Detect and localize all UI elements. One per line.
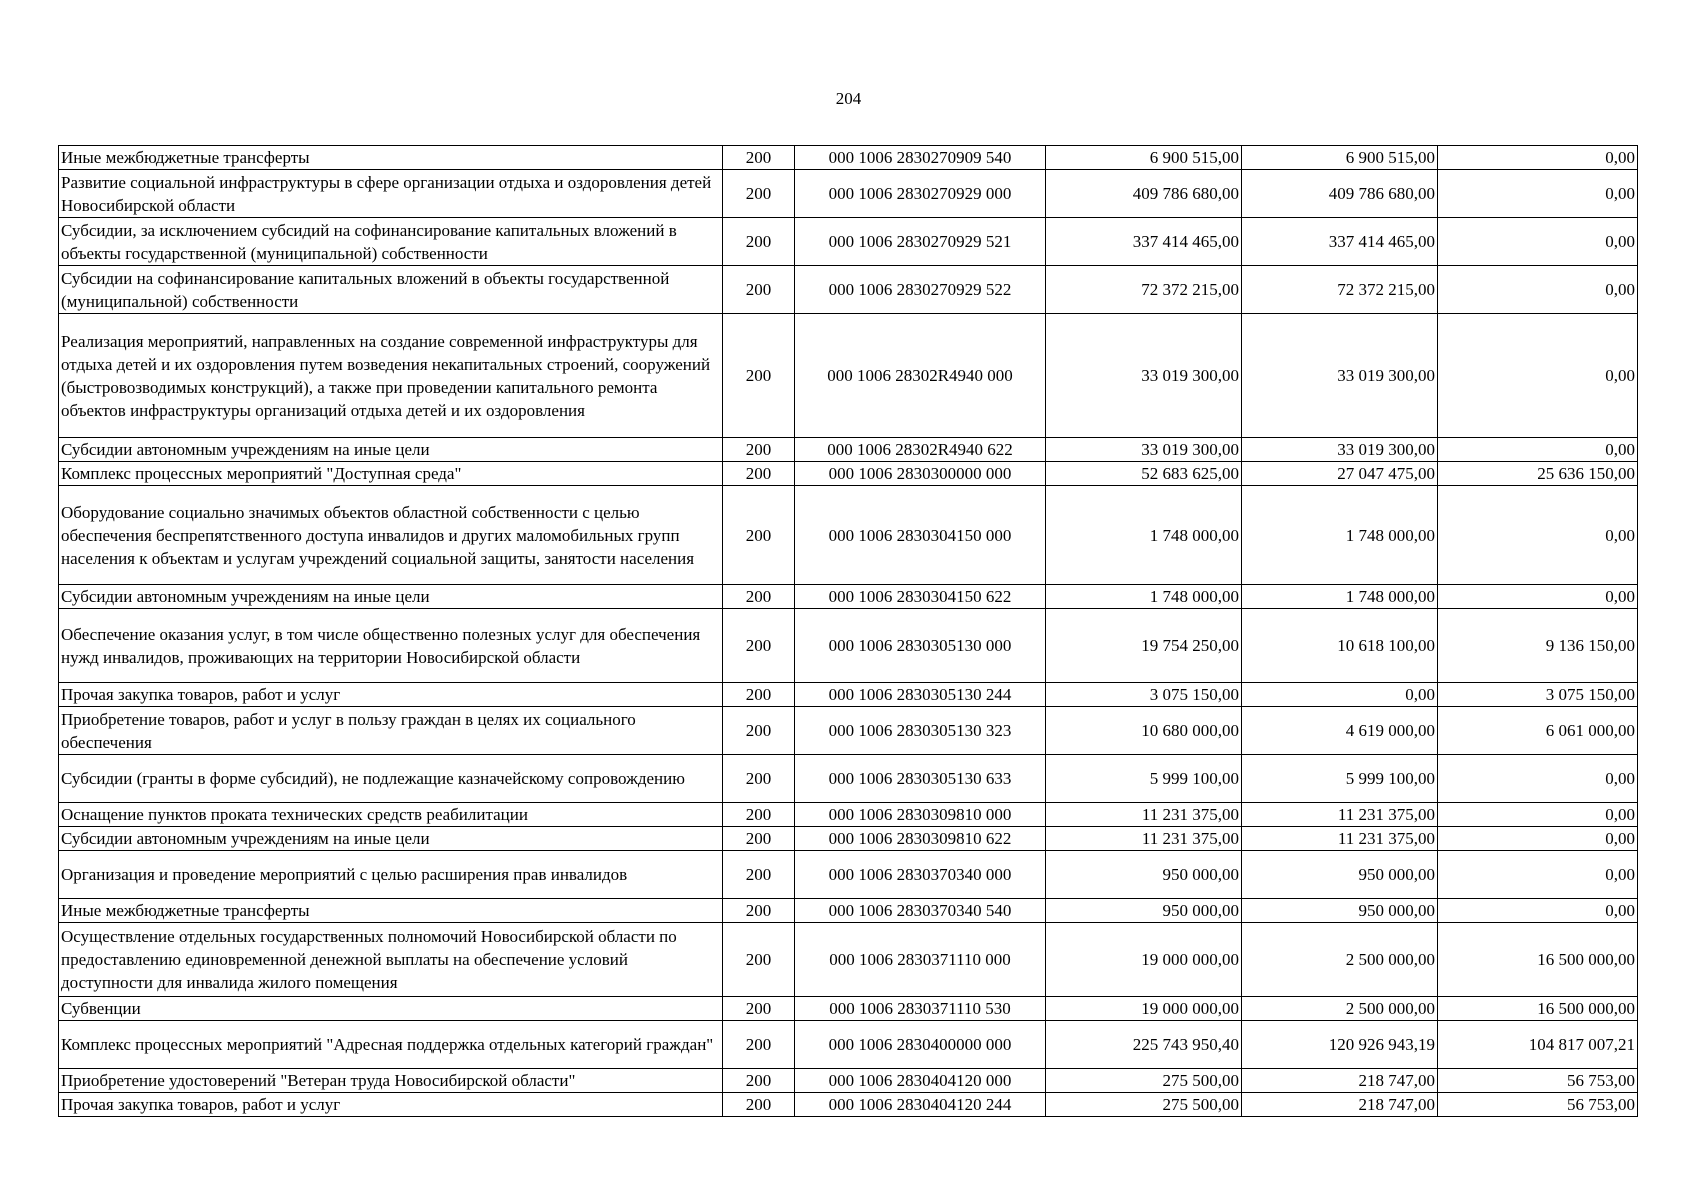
row-value-2-cell: 0,00: [1242, 683, 1438, 707]
row-code-cell: 000 1006 2830305130 633: [795, 755, 1046, 803]
row-value-3-cell: 0,00: [1438, 266, 1638, 314]
table-row: [59, 1021, 1638, 1069]
row-name-cell: Приобретение удостоверений "Ветеран труда Новосибирской области": [59, 1069, 723, 1093]
row-name-cell: Субсидии, за исключением субсидий на софинансирование капитальных вложений в объекты государственной (муниципальной) собственности: [59, 218, 723, 266]
row-code-cell: 000 1006 2830371110 000: [795, 923, 1046, 997]
row-value-2-cell: 950 000,00: [1242, 899, 1438, 923]
row-code-cell: 000 1006 2830309810 000: [795, 803, 1046, 827]
row-value-3-cell: 3 075 150,00: [1438, 683, 1638, 707]
row-admin-cell: 200: [723, 462, 795, 486]
row-value-2-cell: 4 619 000,00: [1242, 707, 1438, 755]
row-code-cell: 000 1006 28302R4940 000: [795, 314, 1046, 438]
row-admin-cell: 200: [723, 755, 795, 803]
row-value-3-cell: 25 636 150,00: [1438, 462, 1638, 486]
row-name-cell: Прочая закупка товаров, работ и услуг: [59, 1093, 723, 1117]
row-value-1-cell: 275 500,00: [1046, 1069, 1242, 1093]
row-value-1-cell: 19 000 000,00: [1046, 997, 1242, 1021]
row-name-cell: Субвенции: [59, 997, 723, 1021]
row-code-cell: 000 1006 2830270929 521: [795, 218, 1046, 266]
row-value-2-cell: 950 000,00: [1242, 851, 1438, 899]
row-code-cell: 000 1006 2830404120 244: [795, 1093, 1046, 1117]
row-value-3-cell: 0,00: [1438, 314, 1638, 438]
row-name-cell: Обеспечение оказания услуг, в том числе общественно полезных услуг для обеспечения нужд инвалидов, проживающих на территории Новосибирской области: [59, 609, 723, 683]
row-value-2-cell: 409 786 680,00: [1242, 170, 1438, 218]
row-value-1-cell: 5 999 100,00: [1046, 755, 1242, 803]
row-code-cell: 000 1006 2830270909 540: [795, 146, 1046, 170]
table-row: [59, 755, 1638, 803]
row-value-2-cell: 1 748 000,00: [1242, 585, 1438, 609]
table-row: [59, 218, 1638, 266]
row-name-cell: Иные межбюджетные трансферты: [59, 899, 723, 923]
row-code-cell: 000 1006 2830300000 000: [795, 462, 1046, 486]
table-row: [59, 146, 1638, 170]
row-value-1-cell: 19 754 250,00: [1046, 609, 1242, 683]
row-admin-cell: 200: [723, 803, 795, 827]
row-admin-cell: 200: [723, 170, 795, 218]
row-name-cell: Организация и проведение мероприятий с целью расширения прав инвалидов: [59, 851, 723, 899]
row-value-1-cell: 6 900 515,00: [1046, 146, 1242, 170]
row-value-1-cell: 1 748 000,00: [1046, 486, 1242, 585]
row-value-3-cell: 9 136 150,00: [1438, 609, 1638, 683]
table-row: [59, 1069, 1638, 1093]
row-name-cell: Субсидии автономным учреждениям на иные цели: [59, 585, 723, 609]
row-value-3-cell: 0,00: [1438, 755, 1638, 803]
table-row: [59, 170, 1638, 218]
row-code-cell: 000 1006 2830305130 244: [795, 683, 1046, 707]
row-admin-cell: 200: [723, 827, 795, 851]
row-admin-cell: 200: [723, 923, 795, 997]
row-value-1-cell: 950 000,00: [1046, 851, 1242, 899]
row-value-3-cell: 0,00: [1438, 585, 1638, 609]
row-code-cell: 000 1006 2830404120 000: [795, 1069, 1046, 1093]
row-name-cell: Комплекс процессных мероприятий "Доступная среда": [59, 462, 723, 486]
row-value-2-cell: 2 500 000,00: [1242, 997, 1438, 1021]
row-value-1-cell: 33 019 300,00: [1046, 314, 1242, 438]
row-value-1-cell: 19 000 000,00: [1046, 923, 1242, 997]
row-value-1-cell: 1 748 000,00: [1046, 585, 1242, 609]
row-name-cell: Иные межбюджетные трансферты: [59, 146, 723, 170]
row-value-1-cell: 225 743 950,40: [1046, 1021, 1242, 1069]
row-value-3-cell: 16 500 000,00: [1438, 923, 1638, 997]
row-value-1-cell: 409 786 680,00: [1046, 170, 1242, 218]
row-admin-cell: 200: [723, 609, 795, 683]
row-value-3-cell: 16 500 000,00: [1438, 997, 1638, 1021]
row-name-cell: Приобретение товаров, работ и услуг в пользу граждан в целях их социального обеспечения: [59, 707, 723, 755]
row-name-cell: Субсидии (гранты в форме субсидий), не подлежащие казначейскому сопровождению: [59, 755, 723, 803]
row-name-cell: Оборудование социально значимых объектов областной собственности с целью обеспечения беспрепятственного доступа инвалидов и других маломобильных групп населения к объектам и услугам учреждений социальной защиты, занятости населения: [59, 486, 723, 585]
row-value-2-cell: 218 747,00: [1242, 1093, 1438, 1117]
row-value-2-cell: 2 500 000,00: [1242, 923, 1438, 997]
row-value-3-cell: 0,00: [1438, 827, 1638, 851]
row-name-cell: Прочая закупка товаров, работ и услуг: [59, 683, 723, 707]
row-value-2-cell: 72 372 215,00: [1242, 266, 1438, 314]
table-row: [59, 851, 1638, 899]
row-value-2-cell: 33 019 300,00: [1242, 438, 1438, 462]
row-name-cell: Комплекс процессных мероприятий "Адресная поддержка отдельных категорий граждан": [59, 1021, 723, 1069]
row-code-cell: 000 1006 2830270929 000: [795, 170, 1046, 218]
row-value-2-cell: 120 926 943,19: [1242, 1021, 1438, 1069]
row-name-cell: Оснащение пунктов проката технических средств реабилитации: [59, 803, 723, 827]
row-value-3-cell: 104 817 007,21: [1438, 1021, 1638, 1069]
row-admin-cell: 200: [723, 683, 795, 707]
row-value-1-cell: 275 500,00: [1046, 1093, 1242, 1117]
row-value-1-cell: 3 075 150,00: [1046, 683, 1242, 707]
row-value-3-cell: 0,00: [1438, 899, 1638, 923]
row-admin-cell: 200: [723, 585, 795, 609]
row-value-3-cell: 0,00: [1438, 851, 1638, 899]
table-row: [59, 923, 1638, 997]
row-value-2-cell: 218 747,00: [1242, 1069, 1438, 1093]
row-admin-cell: 200: [723, 899, 795, 923]
row-admin-cell: 200: [723, 438, 795, 462]
row-admin-cell: 200: [723, 218, 795, 266]
row-value-1-cell: 10 680 000,00: [1046, 707, 1242, 755]
row-name-cell: Субсидии автономным учреждениям на иные цели: [59, 827, 723, 851]
row-code-cell: 000 1006 2830370340 540: [795, 899, 1046, 923]
row-name-cell: Реализация мероприятий, направленных на создание современной инфраструктуры для отдыха детей и их оздоровления путем возведения некапитальных строений, сооружений (быстровозводимых конструкций), а также при проведении капитального ремонта объектов инфраструктуры организаций отдыха детей и их оздоровления: [59, 314, 723, 438]
row-code-cell: 000 1006 2830370340 000: [795, 851, 1046, 899]
page-number: 204: [835, 89, 862, 108]
row-value-1-cell: 33 019 300,00: [1046, 438, 1242, 462]
row-value-3-cell: 0,00: [1438, 146, 1638, 170]
table-row: [59, 827, 1638, 851]
row-value-2-cell: 337 414 465,00: [1242, 218, 1438, 266]
row-name-cell: Субсидии автономным учреждениям на иные цели: [59, 438, 723, 462]
table-row: [59, 266, 1638, 314]
table-row: [59, 585, 1638, 609]
row-code-cell: 000 1006 2830305130 323: [795, 707, 1046, 755]
row-value-3-cell: 0,00: [1438, 486, 1638, 585]
table-row: [59, 314, 1638, 438]
row-value-3-cell: 56 753,00: [1438, 1093, 1638, 1117]
row-admin-cell: 200: [723, 1069, 795, 1093]
row-value-2-cell: 11 231 375,00: [1242, 827, 1438, 851]
row-value-2-cell: 11 231 375,00: [1242, 803, 1438, 827]
table-row: [59, 803, 1638, 827]
budget-table-body: [59, 146, 1638, 1117]
row-value-1-cell: 52 683 625,00: [1046, 462, 1242, 486]
table-row: [59, 899, 1638, 923]
table-row: [59, 609, 1638, 683]
row-value-3-cell: 0,00: [1438, 438, 1638, 462]
table-row: [59, 707, 1638, 755]
row-admin-cell: 200: [723, 486, 795, 585]
row-code-cell: 000 1006 2830304150 000: [795, 486, 1046, 585]
row-code-cell: 000 1006 2830304150 622: [795, 585, 1046, 609]
row-admin-cell: 200: [723, 146, 795, 170]
row-value-1-cell: 337 414 465,00: [1046, 218, 1242, 266]
row-value-1-cell: 11 231 375,00: [1046, 803, 1242, 827]
row-value-3-cell: 56 753,00: [1438, 1069, 1638, 1093]
row-admin-cell: 200: [723, 851, 795, 899]
row-value-3-cell: 0,00: [1438, 170, 1638, 218]
row-admin-cell: 200: [723, 707, 795, 755]
table-row: [59, 438, 1638, 462]
row-value-2-cell: 10 618 100,00: [1242, 609, 1438, 683]
row-admin-cell: 200: [723, 1021, 795, 1069]
table-row: [59, 486, 1638, 585]
row-code-cell: 000 1006 2830309810 622: [795, 827, 1046, 851]
table-row: [59, 683, 1638, 707]
table-row: [59, 1093, 1638, 1117]
row-code-cell: 000 1006 2830371110 530: [795, 997, 1046, 1021]
table-row: [59, 462, 1638, 486]
row-value-3-cell: 0,00: [1438, 803, 1638, 827]
row-value-2-cell: 6 900 515,00: [1242, 146, 1438, 170]
row-value-3-cell: 0,00: [1438, 218, 1638, 266]
table-row: [59, 997, 1638, 1021]
row-admin-cell: 200: [723, 997, 795, 1021]
row-admin-cell: 200: [723, 266, 795, 314]
row-name-cell: Осуществление отдельных государственных полномочий Новосибирской области по предоставлению единовременной денежной выплаты на обеспечение условий доступности для инвалида жилого помещения: [59, 923, 723, 997]
row-value-2-cell: 27 047 475,00: [1242, 462, 1438, 486]
row-admin-cell: 200: [723, 1093, 795, 1117]
row-code-cell: 000 1006 2830305130 000: [795, 609, 1046, 683]
row-name-cell: Развитие социальной инфраструктуры в сфере организации отдыха и оздоровления детей Новосибирской области: [59, 170, 723, 218]
row-value-3-cell: 6 061 000,00: [1438, 707, 1638, 755]
row-value-2-cell: 1 748 000,00: [1242, 486, 1438, 585]
row-value-2-cell: 5 999 100,00: [1242, 755, 1438, 803]
row-value-1-cell: 11 231 375,00: [1046, 827, 1242, 851]
row-value-1-cell: 72 372 215,00: [1046, 266, 1242, 314]
row-value-2-cell: 33 019 300,00: [1242, 314, 1438, 438]
row-code-cell: 000 1006 28302R4940 622: [795, 438, 1046, 462]
row-code-cell: 000 1006 2830400000 000: [795, 1021, 1046, 1069]
row-admin-cell: 200: [723, 314, 795, 438]
row-name-cell: Субсидии на софинансирование капитальных вложений в объекты государственной (муниципальной) собственности: [59, 266, 723, 314]
row-value-1-cell: 950 000,00: [1046, 899, 1242, 923]
budget-table: [58, 145, 1638, 1117]
row-code-cell: 000 1006 2830270929 522: [795, 266, 1046, 314]
